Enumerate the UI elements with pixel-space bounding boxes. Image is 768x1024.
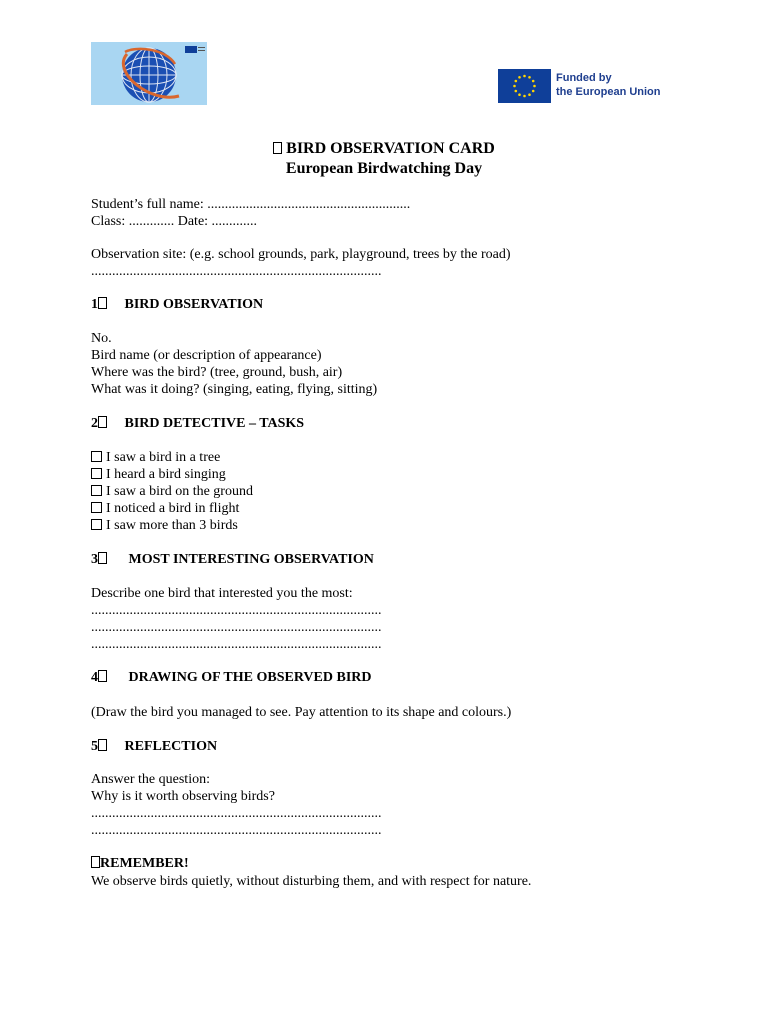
section-number: 4 (91, 670, 98, 685)
section-1-line: No. (91, 331, 112, 346)
section-number: 2 (91, 416, 98, 431)
task-label: I saw more than 3 birds (106, 518, 238, 533)
section-number: 5 (91, 739, 98, 754)
section-1-line: What was it doing? (singing, eating, flying, sitting) (91, 382, 378, 397)
section-1-line: Bird name (or description of appearance) (91, 348, 322, 363)
remember-title: REMEMBER! (100, 856, 189, 871)
task-item[interactable] (91, 483, 253, 500)
task-label: I heard a bird singing (106, 467, 226, 482)
eu-funding-line2: the European Union (556, 86, 661, 98)
section-title: BIRD OBSERVATION (124, 297, 264, 312)
checkbox-icon[interactable] (91, 451, 102, 462)
answer-dots: ................................................................................... (91, 603, 382, 618)
section-4-instruction: (Draw the bird you managed to see. Pay attention to its shape and colours.) (91, 705, 512, 720)
observation-site-label: Observation site: (e.g. school grounds, park, playground, trees by the road) (91, 247, 511, 262)
answer-dots: ................................................................................... (91, 620, 382, 635)
section-title: MOST INTERESTING OBSERVATION (128, 552, 374, 567)
section-number: 1 (91, 297, 98, 312)
section-title: DRAWING OF THE OBSERVED BIRD (128, 670, 372, 685)
missing-glyph-icon (273, 142, 282, 154)
missing-glyph-icon (98, 416, 107, 428)
section-title: BIRD DETECTIVE – TASKS (124, 416, 305, 431)
missing-glyph-icon (98, 297, 107, 309)
missing-glyph-icon (98, 739, 107, 751)
class-date-line: Class: ............. Date: ............. (91, 214, 258, 229)
eu-funding-text (556, 71, 661, 99)
task-item[interactable] (91, 500, 239, 517)
section-5-heading (91, 738, 217, 755)
student-name-line: Student’s full name: .......................................................... (91, 197, 411, 212)
section-2-heading (91, 415, 304, 432)
page-subtitle: European Birdwatching Day (285, 160, 483, 177)
task-item[interactable] (91, 466, 226, 483)
page-title (0, 139, 768, 158)
globe-icon (91, 42, 207, 105)
answer-dots: ................................................................................... (91, 806, 382, 821)
missing-glyph-icon (98, 670, 107, 682)
answer-dots: ................................................................................... (91, 637, 382, 652)
eu-funding-line1: Funded by (556, 72, 612, 84)
checkbox-icon[interactable] (91, 502, 102, 513)
section-1-line: Where was the bird? (tree, ground, bush, air) (91, 365, 343, 380)
section-5-prompt: Answer the question: (91, 772, 210, 787)
remember-heading (91, 855, 189, 872)
checkbox-icon[interactable] (91, 519, 102, 530)
section-title: REFLECTION (124, 739, 218, 754)
answer-dots: ................................................................................... (91, 823, 382, 838)
section-5-question: Why is it worth observing birds? (91, 789, 275, 804)
checkbox-icon[interactable] (91, 485, 102, 496)
eu-funding-logo (498, 69, 670, 103)
task-item[interactable] (91, 449, 220, 466)
eu-flag-icon (498, 69, 551, 103)
section-3-prompt: Describe one bird that interested you the most: (91, 586, 353, 601)
task-label: I saw a bird in a tree (106, 450, 221, 465)
section-4-heading (91, 669, 372, 686)
project-logo (91, 42, 207, 105)
section-3-heading (91, 551, 374, 568)
remember-text: We observe birds quietly, without disturbing them, and with respect for nature. (91, 874, 532, 889)
checkbox-icon[interactable] (91, 468, 102, 479)
section-1-heading (91, 296, 263, 313)
missing-glyph-icon (91, 856, 100, 868)
task-label: I noticed a bird in flight (106, 501, 240, 516)
missing-glyph-icon (98, 552, 107, 564)
page-title-text: BIRD OBSERVATION CARD (286, 140, 495, 157)
section-number: 3 (91, 552, 98, 567)
observation-site-dots: ................................................................................... (91, 264, 382, 279)
task-item[interactable] (91, 517, 238, 534)
task-label: I saw a bird on the ground (106, 484, 253, 499)
